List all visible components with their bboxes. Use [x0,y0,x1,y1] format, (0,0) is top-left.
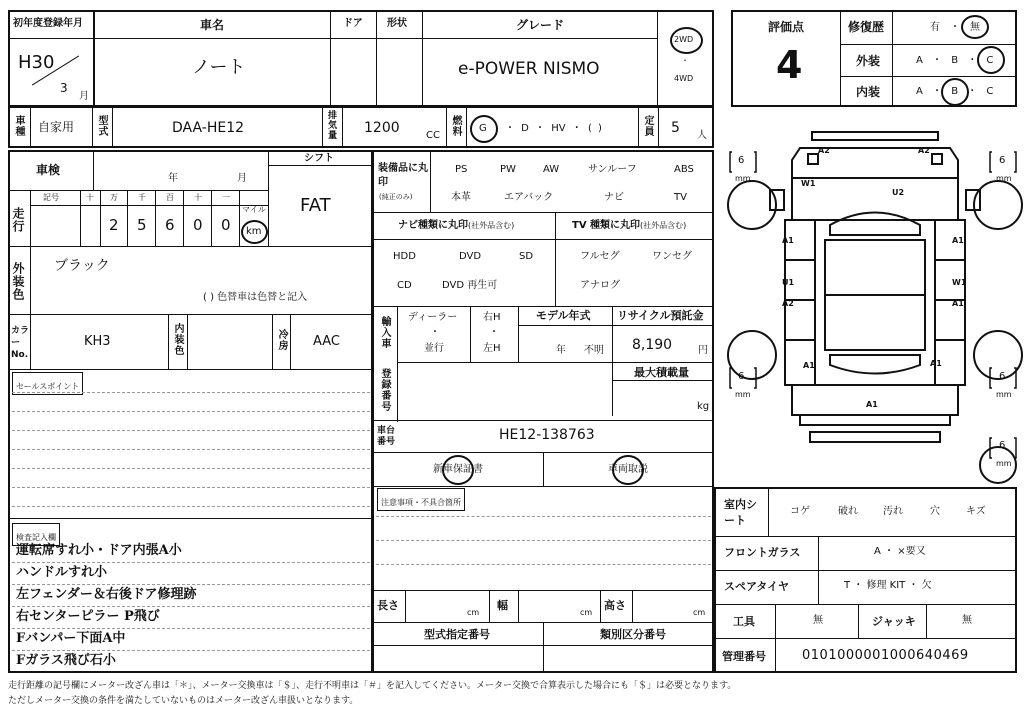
displacement-value: 1200 [364,120,400,136]
inspector-line-3: 右センターピラー P飛び [16,609,160,624]
door-label: ドア [343,18,363,29]
usage-value: 自家用 [38,120,75,134]
tread-rr-mm: mm [996,390,1012,399]
shaken-label: 車検 [36,163,61,177]
circle-warranty [442,455,474,485]
equip-tv: TV [674,192,687,203]
capacity-label: 定員 [642,115,653,137]
height-cm: cm [693,608,706,617]
manual-label: 車両取説 [608,464,648,475]
equip-sunroof: サンルーフ [588,164,637,175]
width-cm: cm [580,608,593,617]
mileage-label: 走行 [11,207,25,233]
height-label: 高さ [604,599,626,612]
circle-manual [612,455,644,485]
length-label: 長さ [377,599,399,612]
recycle-value: 8,190 [632,337,673,353]
equip-airbag: エアバック [504,192,554,203]
mile-label: マイル [242,205,266,214]
drive-2wd: 2WD [674,35,694,44]
circle-repair-no [961,15,989,39]
equip-aw: AW [543,164,560,175]
import-dot-2: ・ [489,327,499,338]
reg-no-label: 登録番号 [379,368,390,412]
exterior-label: 外装 [856,54,881,68]
model-year-unit: 年 [556,345,566,356]
caution-label: 注意事項・不具合箇所 [381,498,461,507]
equip-abs: ABS [674,164,694,175]
chassis-label: 車台番号 [377,426,396,447]
color-no-value: KH3 [84,334,111,349]
tread-spare-mm: mm [996,459,1012,468]
model-label: 型式 [96,115,107,137]
score-value: 4 [776,43,803,87]
inspector-label: 検査記入欄 [16,533,56,542]
mark-a1-rear-right: A1 [930,359,942,368]
fuel-rest: ・ D ・ HV ・ ( ) [505,123,602,134]
max-load-kg: kg [697,401,710,412]
interior-options: A ・ B ・ C [916,86,994,97]
car-diagram [730,120,1020,485]
mark-a1-rear-left: A1 [803,361,815,370]
mark-a1-left-front: A1 [782,236,794,245]
seat-hole: 穴 [930,506,940,517]
tv-fullseg: フルセグ [580,251,620,262]
equip-pw: PW [500,164,516,175]
equip-ps: PS [455,164,468,175]
import-label: 輸入車 [379,316,390,349]
era-year: H30 [18,52,55,73]
exterior-options: A ・ B ・ C [916,55,994,66]
digit-5: 0 [193,216,203,234]
tv-analog: アナログ [580,280,620,291]
navi-sd: SD [519,251,534,262]
import-parallel: 並行 [424,343,444,354]
navi-dvd: DVD [459,251,482,262]
tread-fr-mm: mm [996,174,1012,183]
footer-line-1: 走行距離の記号欄にメーター改ざん車は「＊」、メーター交換車は「＄」、走行不明車は「＃」を記入してください。メーター交換で合算表示した場合にも「＄」は必要となります。 [8,681,737,691]
capacity-value: 5 [671,120,680,136]
digit-header-6: 一 [222,193,230,202]
repair-dot: ・ [950,22,960,33]
inspector-line-5: Fガラス飛び石小 [16,653,116,668]
caution-tab [377,488,465,511]
score-label: 評価点 [768,20,805,34]
digit-header-3: 千 [138,193,146,202]
equip-leather: 本革 [451,192,471,203]
capacity-unit: 人 [697,130,707,141]
windshield-label: フロントガラス [724,546,801,559]
navi-hdd: HDD [393,251,416,262]
mgmt-label: 管理番号 [722,650,766,663]
repair-no: 無 [970,22,980,33]
ac-value: AAC [313,334,340,349]
reg-month: 3 [60,81,68,95]
tread-fl-mm: mm [735,174,751,183]
length-cm: cm [467,608,480,617]
mark-w1-right: W1 [952,278,967,287]
navi-header: ナビ種類に丸印(社外品含む) [398,220,515,231]
displacement-label: 排気量 [326,110,336,140]
jack-value: 無 [962,615,972,626]
model-year-unknown: 不明 [584,345,604,356]
model-value: DAA-HE12 [172,120,245,136]
shape-label: 形状 [387,18,407,29]
model-year-label: モデル年式 [536,309,591,322]
circle-km [241,220,268,244]
tread-fr: 6 [999,155,1006,166]
tread-spare: 6 [999,440,1006,451]
repair-yes: 有 [930,22,940,33]
type-designation-label: 型式指定番号 [424,628,490,641]
seat-scorch: コゲ [790,506,810,517]
digit-header-1: 十 [86,193,94,202]
footer-line-2: ただしメーター交換の条件を満たしていないものはメーター改ざん車扱いとなります。 [8,696,359,706]
interior-color-label: 内装色 [172,323,183,356]
mark-a2-front-left: A2 [818,146,830,155]
tread-rl-mm: mm [735,390,751,399]
mark-w1-front: W1 [801,179,816,188]
jack-label: ジャッキ [872,615,916,628]
usage-label: 車種 [13,115,24,137]
km-label: km [246,226,262,237]
seat-label: 室内シート [724,498,757,527]
drive-dot: ・ [681,56,689,65]
grade-label: グレード [516,18,565,32]
digit-2: 2 [109,216,119,234]
car-name-label: 車名 [200,18,225,32]
mark-a2-front-right: A2 [918,146,930,155]
spare-options: T ・ 修理 KIT ・ 欠 [844,580,932,591]
row2-frame [8,106,714,148]
tread-rr: 6 [999,371,1006,382]
tools-label: 工具 [733,615,755,628]
seat-tear: 破れ [838,506,858,517]
car-name: ノート [192,57,246,78]
digit-4: 6 [165,216,175,234]
exterior-color-label: 外装色 [11,262,25,301]
digit-header-0: 記号 [43,193,59,202]
import-dealer: ディーラー [408,312,458,323]
ac-label: 冷房 [276,329,287,351]
tv-header: TV 種類に丸印(社外品含む) [572,220,687,231]
first-reg-label: 初年度登録年月 [13,18,83,29]
color-change-note: ( ) 色替車は色替と記入 [203,292,308,303]
recycle-yen: 円 [698,345,708,356]
drive-4wd: 4WD [674,74,694,83]
exterior-color-value: ブラック [54,258,110,274]
mgmt-value: 0101000001000640469 [802,648,969,663]
windshield-options: A ・ ×要又 [874,546,926,557]
circle-exterior-c [977,46,1005,74]
digit-header-5: 十 [194,193,202,202]
inspector-line-1: ハンドルすれ小 [16,565,108,580]
repair-label: 修復歴 [848,20,885,34]
digit-header-2: 万 [110,193,118,202]
mark-a1-right-front: A1 [952,236,964,245]
fuel-g: G [479,123,487,134]
spare-label: スペアタイヤ [724,580,790,593]
shift-value: FAT [300,195,331,216]
inspector-line-4: Fバンパー下面A中 [16,631,126,646]
mark-a2-left: A2 [782,299,794,308]
digit-header-4: 百 [166,193,174,202]
equipment-label-sub: (純正のみ) [379,193,413,201]
seat-scratch: キズ [966,506,986,517]
cc-unit: CC [426,130,440,141]
shaken-year-unit: 年 [168,173,178,184]
shaken-month-unit: 月 [237,173,247,184]
color-no-label: カラーNo. [11,326,30,360]
fuel-label: 燃料 [450,115,461,137]
equip-navi: ナビ [604,192,624,203]
import-dot-1: ・ [430,327,440,338]
seat-dirt: 汚れ [883,506,903,517]
reg-month-unit: 月 [79,91,89,102]
sales-point-label: セールスポイント [16,382,80,391]
navi-cd: CD [397,280,412,291]
import-rh: 右H [483,312,501,323]
circle-interior-b [941,78,969,106]
category-no-label: 類別区分番号 [600,628,666,641]
digit-6: 0 [221,216,231,234]
digit-3: 5 [137,216,147,234]
mark-u2-windshield: U2 [892,188,905,197]
equipment-label: 装備品に丸印 [378,163,428,188]
import-lh: 左H [483,343,501,354]
width-label: 幅 [497,599,508,612]
grade: e-POWER NISMO [458,59,600,79]
tread-fl: 6 [738,155,745,166]
navi-dvd-play: DVD 再生可 [442,280,498,291]
shift-label: シフト [304,153,334,164]
mark-a1-right: A1 [952,299,964,308]
tv-oneseg: ワンセグ [652,251,692,262]
mark-a1-rear-bumper: A1 [866,400,878,409]
max-load-label: 最大積載量 [634,366,689,379]
chassis-value: HE12-138763 [499,427,595,443]
tread-rl: 6 [738,371,745,382]
interior-label: 内装 [856,85,881,99]
warranty-label: 新車保証書 [433,464,483,475]
inspector-line-2: 左フェンダー＆右後ドア修理跡 [16,587,197,602]
inspector-line-0: 運転席すれ小・ドア内張A小 [16,543,182,558]
recycle-label: リサイクル預託金 [617,309,704,322]
tools-value: 無 [813,615,823,626]
mark-u1-left: U1 [782,278,795,287]
